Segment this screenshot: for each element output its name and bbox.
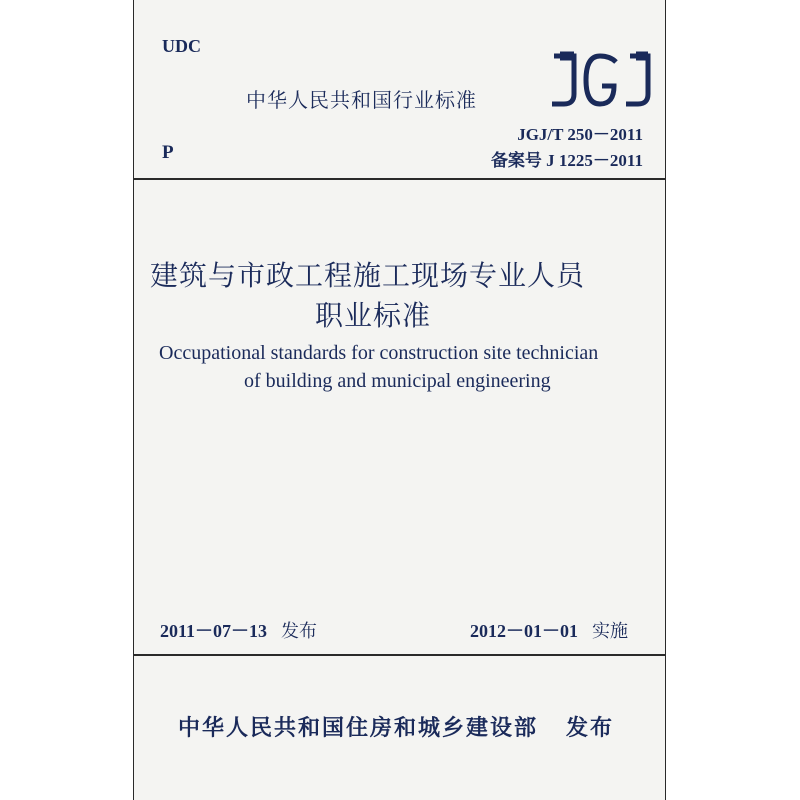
title-zh-line2: 职业标准 — [315, 299, 432, 332]
title-zh-line1: 建筑与市政工程施工现场专业人员 — [150, 259, 586, 292]
udc-label: UDC — [162, 36, 201, 56]
header-divider — [134, 178, 665, 180]
title-en-line1: Occupational standards for construction site technician — [159, 342, 599, 364]
standard-number: JGJ/T 250－2011 — [517, 125, 643, 144]
footer-divider — [134, 654, 665, 656]
issue-date-block — [160, 617, 317, 643]
effective-label: 实施 — [592, 621, 628, 642]
jgj-logo — [544, 50, 652, 110]
category-code: P — [162, 142, 174, 163]
publisher-block — [178, 711, 614, 742]
record-number: 备案号 J 1225－2011 — [490, 151, 643, 170]
effective-date-block — [470, 617, 628, 643]
standard-cover — [133, 0, 666, 800]
effective-date: 2012－01－01 — [470, 621, 578, 641]
publisher-name: 中华人民共和国住房和城乡建设部 — [178, 716, 539, 741]
publish-verb: 发布 — [566, 716, 615, 741]
issue-date: 2011－07－13 — [160, 621, 268, 641]
title-en-line2: of building and municipal engineering — [244, 370, 551, 392]
issuer-line: 中华人民共和国行业标准 — [246, 88, 477, 112]
issue-label: 发布 — [281, 621, 318, 642]
